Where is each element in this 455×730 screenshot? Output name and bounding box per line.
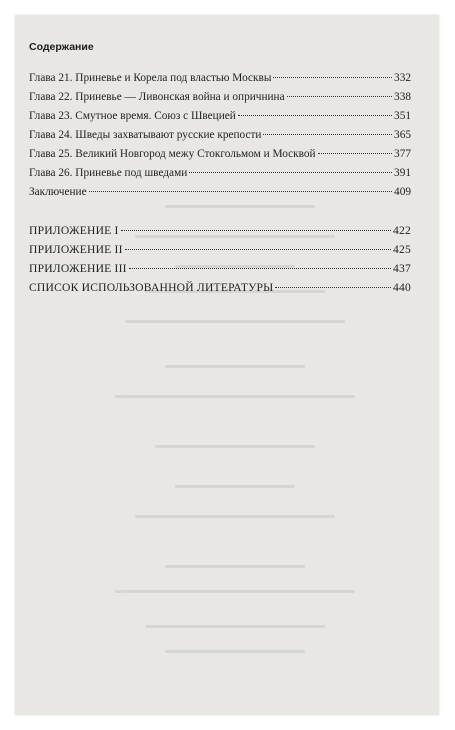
toc-entry-bibliography [29,281,411,300]
toc-entry-page: 351 [394,110,411,122]
toc-dot-leader [129,268,391,269]
toc-entry-chapter-26 [29,167,411,186]
toc-dot-leader [318,153,392,154]
toc-entry-page: 365 [394,129,411,141]
toc-entry-title: Глава 21. Приневье и Корела под властью Москвы [29,72,272,84]
toc-appendix-list [29,224,411,300]
toc-dot-leader [287,96,392,97]
toc-entry-chapter-24 [29,129,411,148]
toc-entry-chapter-25 [29,148,411,167]
toc-entry-title: ПРИЛОЖЕНИЕ II [29,243,123,256]
toc-entry-conclusion [29,186,411,205]
toc-dot-leader [273,77,392,78]
toc-entry-page: 377 [394,148,411,160]
toc-entry-page: 437 [393,262,411,275]
toc-entry-title: Глава 23. Смутное время. Союз с Швецией [29,110,236,122]
toc-entry-page: 332 [394,72,411,84]
toc-entry-page: 440 [393,281,411,294]
toc-dot-leader [275,287,391,288]
toc-entry-title: ПРИЛОЖЕНИЕ I [29,224,119,237]
toc-dot-leader [189,172,392,173]
toc-entry-title: Глава 24. Шведы захватывают русские крепости [29,129,262,141]
toc-entry-chapter-23 [29,110,411,129]
toc-dot-leader [238,115,392,116]
toc-entry-page: 409 [394,186,411,198]
toc-heading: Содержание [29,41,94,53]
toc-entry-title: ПРИЛОЖЕНИЕ III [29,262,127,275]
toc-entry-page: 425 [393,243,411,256]
toc-entry-title: Глава 22. Приневье — Ливонская война и опричнина [29,91,285,103]
book-page [15,15,439,715]
toc-entry-title: Глава 26. Приневье под шведами [29,167,188,179]
toc-dot-leader [263,134,392,135]
toc-entry-title: СПИСОК ИСПОЛЬЗОВАННОЙ ЛИТЕРАТУРЫ [29,281,274,294]
toc-entry-appendix-2 [29,243,411,262]
toc-entry-appendix-3 [29,262,411,281]
toc-entry-page: 338 [394,91,411,103]
toc-entry-page: 391 [394,167,411,179]
toc-entry-title: Заключение [29,186,87,198]
toc-entry-page: 422 [393,224,411,237]
toc-dot-leader [125,249,391,250]
toc-dot-leader [89,191,392,192]
toc-dot-leader [121,230,391,231]
toc-entry-chapter-22 [29,91,411,110]
toc-entry-title: Глава 25. Великий Новгород межу Стокгольмом и Москвой [29,148,316,160]
toc-chapter-list [29,72,411,205]
toc-entry-appendix-1 [29,224,411,243]
toc-entry-chapter-21 [29,72,411,91]
